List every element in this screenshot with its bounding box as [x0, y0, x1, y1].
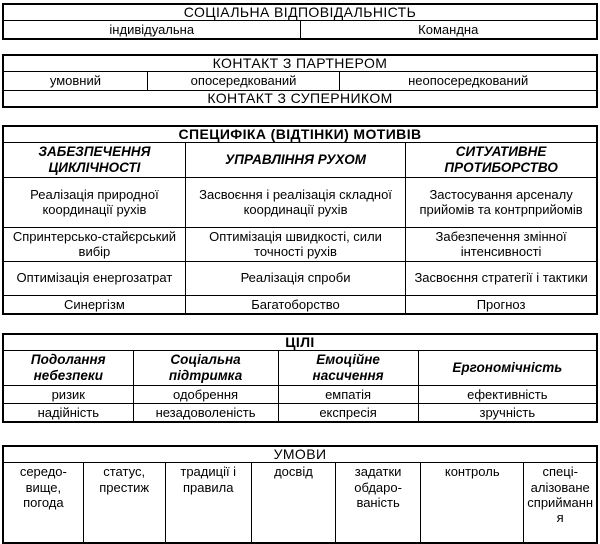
- goals-cell: ефективність: [418, 385, 597, 403]
- conditions-cell-status: статус, престиж: [83, 463, 165, 544]
- motives-cell: Оптимізація швидкості, сили точності рухів: [185, 227, 405, 261]
- goals-title: ЦІЛІ: [3, 334, 597, 351]
- goals-cell: незадоволеність: [133, 404, 278, 423]
- goals-header-ergonomics: Ергономічність: [418, 350, 597, 385]
- motives-cell: Засвоєння стратегії і тактики: [406, 261, 597, 295]
- motives-header-cyclicity: ЗАБЕЗПЕЧЕННЯ ЦИКЛІЧНОСТІ: [3, 142, 185, 177]
- motives-cell: Реалізація спроби: [185, 261, 405, 295]
- conditions-title: УМОВИ: [3, 446, 597, 463]
- goals-cell: емпатія: [278, 385, 418, 403]
- social-responsibility-title: СОЦІАЛЬНА ВІДПОВІДАЛЬНІСТЬ: [3, 4, 597, 21]
- conditions-cell-experience: досвід: [251, 463, 335, 544]
- conditions-table: [2, 445, 598, 544]
- social-responsibility-table: [2, 3, 598, 40]
- goals-cell: експресія: [278, 404, 418, 423]
- motives-cell: Реалізація природної координації рухів: [3, 177, 185, 227]
- motives-cell: Багатоборство: [185, 295, 405, 314]
- goals-header-danger: Подолання небезпеки: [3, 350, 133, 385]
- motives-cell: Засвоєння і реалізація складної координації рухів: [185, 177, 405, 227]
- conditions-cell-environment: середо-вище, погода: [3, 463, 83, 544]
- conditions-cell-control: контроль: [421, 463, 524, 544]
- responsibility-cell-team: Командна: [300, 21, 597, 40]
- motives-cell: Синергізм: [3, 295, 185, 314]
- contact-cell-conditional: умовний: [3, 72, 147, 90]
- goals-table: [2, 333, 598, 424]
- conditions-cell-aptitude: задатки обдаро-ваність: [336, 463, 421, 544]
- motives-title: СПЕЦИФІКА (ВІДТІНКИ) МОТИВІВ: [3, 126, 597, 143]
- goals-cell: одобрення: [133, 385, 278, 403]
- motives-cell: Забезпечення змінної інтенсивності: [406, 227, 597, 261]
- motives-cell: Застосування арсеналу прийомів та контрприйомів: [406, 177, 597, 227]
- goals-cell: зручність: [418, 404, 597, 423]
- contact-cell-unmediated: неопосередкований: [340, 72, 597, 90]
- goals-header-emotional: Емоційне насичення: [278, 350, 418, 385]
- motives-cell: Спринтерсько-стайєрський вибір: [3, 227, 185, 261]
- conditions-cell-perception: спеці-алізоване сприймання: [524, 463, 597, 544]
- motives-cell: Оптимізація енергозатрат: [3, 261, 185, 295]
- motives-header-situational: СИТУАТИВНЕ ПРОТИБОРСТВО: [406, 142, 597, 177]
- goals-cell: надійність: [3, 404, 133, 423]
- motives-cell: Прогноз: [406, 295, 597, 314]
- contact-opponent-title: КОНТАКТ З СУПЕРНИКОМ: [3, 90, 597, 107]
- contact-cell-mediated: опосередкований: [147, 72, 339, 90]
- goals-cell: ризик: [3, 385, 133, 403]
- responsibility-cell-individual: індивідуальна: [3, 21, 300, 40]
- contact-partner-title: КОНТАКТ З ПАРТНЕРОМ: [3, 55, 597, 72]
- conditions-cell-traditions: традиції і правила: [165, 463, 251, 544]
- goals-header-social-support: Соціальна підтримка: [133, 350, 278, 385]
- contact-table: [2, 54, 598, 107]
- motives-table: [2, 125, 598, 315]
- motives-header-movement-control: УПРАВЛІННЯ РУХОМ: [185, 142, 405, 177]
